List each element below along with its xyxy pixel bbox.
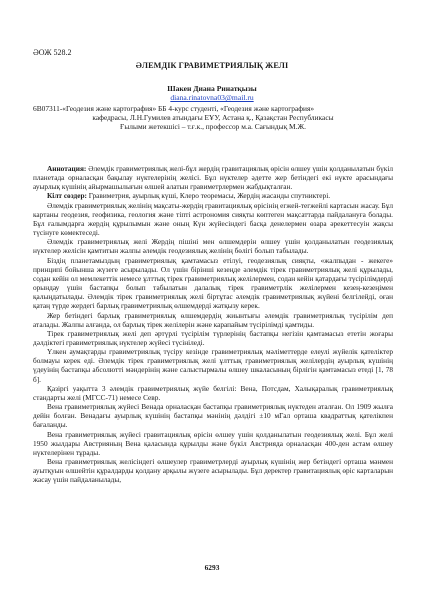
author-email-link[interactable]: diana.rinatovna03@mail.ru: [170, 93, 254, 102]
body-paragraph: Біздің планетамыздың гравиметриялық қамтамасыз етілуі, геодезиялық сияқты, «жалпыдан - жекеге» принципі бойынша жүзеге асырылады. Ол үшін бірінші кезеңде әлемдік тірек гравиметриялық желі құрылады, содан кейін ол мемлекеттік немесе ұлттық тірек гравиметриялық желілермен, содан кейін қатардағы түсірілімдерді орындау үшін бастапқы болып табылатын далалық тірек гравиметрлік желілермен кезең-кезеңімен қалыңдатылады. Әлемдік тірек гравиметриялық желі біртұтас әлемдік гравиметриялық жүйені белгілейді, оған қатаң түрде жердегі барлық гравиметриялық өлшемдерді жатқызу керек.: [33, 255, 393, 311]
body-paragraph: Жер бетіндегі барлық гравиметриялық өлшемдердің жиынтығы әлемдік гравиметриялық түсірілім деп аталады. Жалпы алғанда, ол барлық тірек желілерін және карапайым түсірілімді қамтиды.: [33, 310, 393, 329]
page-number: 6293: [204, 563, 220, 572]
abstract: [33, 164, 393, 191]
affiliation-line-2: кафедрасы, Л.Н.Гумилев атындағы ЕҰУ, Астана қ., Қазақстан Республикасы: [92, 113, 334, 122]
abstract-label: Аннотация:: [47, 164, 87, 173]
affiliation-line-1: 6В07311-«Геодезия және картография» ББ 4-курс студенті, «Геодезия және картография»: [33, 104, 315, 113]
keywords-label: Кілт сөздер:: [47, 191, 87, 201]
body-paragraph: Әлемдік гравиметриялық желі Жердің пішіні мен өлшемдерін өлшеу үшін қолданылатын геодезиялық нүктелер желісін қамтитын жалпы әлемдік геодезиялық желінің бөлігі болып табылады.: [33, 237, 393, 256]
body-paragraph: Үлкен аумақтарды гравиметриялық түсіру кезінде гравиметриялық мәліметтерде елеулі жүйелік қателіктер болмауы керек еді. Әлемдік тірек гравиметриялық желі ұлттық гравиметриялық желілердің ауырлық күшінің үдеуінің бастапқы абсолютті мәндерінің және салыстырмалы өлшеу шкаласының бірлігін қамтамасыз етеді [1, 78 б].: [33, 347, 393, 384]
body-paragraph: Қазіргі уақытта 3 әлемдік гравиметриялық жүйе белгілі: Вена, Потсдам, Халықаралық гравиметриялық стандарты желі (МГСС-71) немесе Севр.: [33, 383, 393, 402]
paper-title: ӘЛЕМДІК ГРАВИМЕТРИЯЛЫҚ ЖЕЛІ: [135, 61, 289, 70]
keywords-text: Гравиметрия, ауырлық күші, Клеро теоремасы, Жердің жасанды спутниктері.: [88, 191, 331, 201]
body-paragraph: Вена гравиметриялық желісіндегі өлшеулер гравиметрлерді ауырлық күшінің жер бетіндегі орташа мәнмен ауытқуын өлшейтін құралдарды қолдану арқылы жүзеге асырылады. Бұл деректер гравитациялық өріс карталарын жасау үшін пайдаланылады,: [33, 457, 393, 485]
author-name: Шакен Диана Ринатқызы: [167, 84, 257, 93]
body-paragraph: Вена гравиметриялық жүйесі гравитациялық өрісін өлшеу үшін қолданылатын геодезиялық желі. Бұл желі 1950 жылдары Австрияның Вена қаласында құрылды және бүкіл Австрияда орналасқан 400-ден астам өлшеу нүктелерінен тұрады.: [33, 429, 393, 457]
udc-code: ӘОЖ 528.2: [33, 48, 72, 57]
paper-body: [33, 164, 393, 484]
affiliation-line-3: Ғылыми жетекшісі – т.ғ.к., профессор м.а. Сағындық М.Ж.: [120, 122, 306, 131]
body-paragraph: Вена гравиметриялық жүйесі Венада орналасқан бастапқы гравиметриялық нүктеден аталған. Ол 1909 жылға дейін болған. Венадағы ауырлық күшінің бастапқы мәнінің дәлдігі ±10 мГал орташа квадраттық қателікпен бағаланды.: [33, 402, 393, 430]
abstract-text: Әлемдік гравиметриялық желі-бұл жердің гравитациялық өрісін өлшеу үшін қолданылатын бүкіл планетада орналасқан бақылау нүктелерінің желісі. Бұл нүктелер әдетте жер бетіндегі екі нүкте арасындағы ауырлық күшінің айырмашылығын өлшей алатын гравиметрлермен жабдықталған.: [33, 164, 393, 192]
keywords: [33, 191, 393, 200]
body-paragraph: Тірек гравиметриялық желі деп әртүрлі түсірілім түрлерінің бастапқы негізін қамтамасыз ететін жоғары дәлдіктегі гравиметриялық нүктелер жүйесі түсініледі.: [33, 328, 393, 347]
body-paragraph: Әлемдік гравиметриялық желінің мақсаты-жердің гравитациялық өрісінің егжей-тегжейлі картасын жасау. Бұл картаны геодезия, геофизика, геология және тіпті астрономия сияқты көптеген мақсаттарда пайдалануға болады. Бұл ғалымдарға жердің құрылымын және оның Күн жүйесіндегі басқа денелермен өзара әрекеттесуін жақсы түсінуге көмектеседі.: [33, 200, 393, 238]
